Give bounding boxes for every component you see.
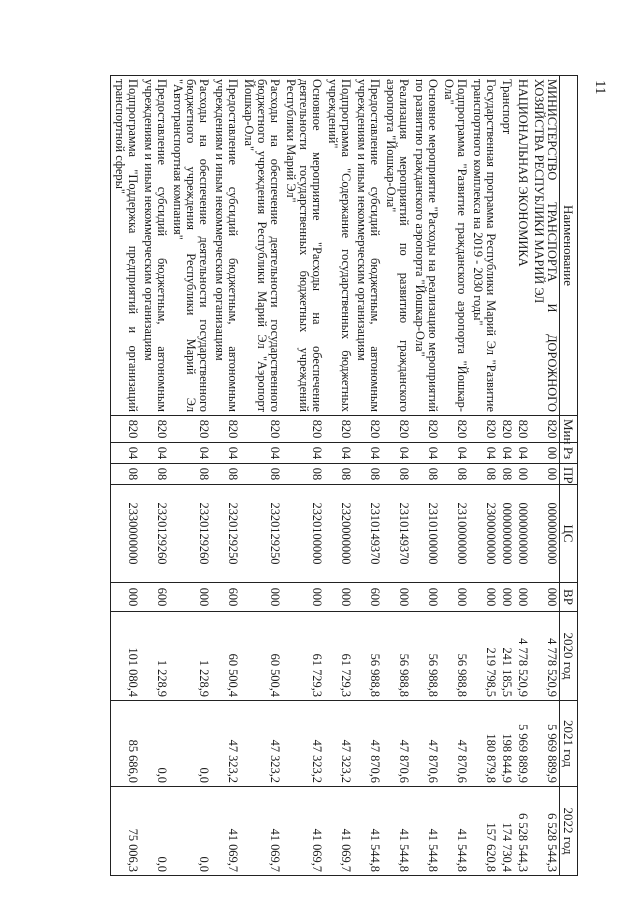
cell-y2020: 61 729,3 xyxy=(324,612,353,701)
cell-vr: 000 xyxy=(111,583,141,612)
cell-rz: 04 xyxy=(469,443,498,464)
cell-rz: 04 xyxy=(353,443,382,464)
cell-name: Предоставление субсидий бюджетным, автономным учреждениям и иным некоммерческим организациям xyxy=(140,76,169,416)
cell-name: Основное мероприятие "Расходы на обеспечение деятельности государственных бюджетных учреждений Республики Марий Эл" xyxy=(282,76,324,416)
cell-vr: 600 xyxy=(353,583,382,612)
table-row xyxy=(240,76,282,876)
cell-cs: 2310149370 xyxy=(382,485,411,583)
cell-y2022: 0,0 xyxy=(140,787,169,876)
cell-y2022: 41 544,8 xyxy=(411,787,440,876)
cell-y2022: 41 544,8 xyxy=(353,787,382,876)
cell-rz: 04 xyxy=(211,443,240,464)
cell-y2022: 75 006,3 xyxy=(111,787,141,876)
cell-y2021: 85 686,0 xyxy=(111,701,141,787)
cell-vr: 000 xyxy=(411,583,440,612)
cell-min: 820 xyxy=(353,416,382,443)
table-row xyxy=(382,76,411,876)
cell-y2022: 6 528 544,3 xyxy=(514,787,530,876)
cell-cs: 2310000000 xyxy=(440,485,469,583)
cell-y2021: 47 323,2 xyxy=(282,701,324,787)
cell-pr: 08 xyxy=(469,464,498,485)
cell-name: Расходы на обеспечение деятельности государственного бюджетного учреждения Республики Марий Эл "Автотранспортная компания" xyxy=(169,76,211,416)
cell-rz: 00 xyxy=(530,443,560,464)
cell-min: 820 xyxy=(498,416,514,443)
header-vr: ВР xyxy=(560,583,578,612)
table-row xyxy=(111,76,141,876)
rotated-table-container xyxy=(110,75,578,875)
table-row xyxy=(140,76,169,876)
cell-name: Расходы на обеспечение деятельности государственного бюджетного учреждения Республики Марий Эл "Аэропорт Йошкар-Ола" xyxy=(240,76,282,416)
cell-vr: 000 xyxy=(382,583,411,612)
cell-rz: 04 xyxy=(411,443,440,464)
cell-pr: 08 xyxy=(382,464,411,485)
table-row xyxy=(440,76,469,876)
header-cs: ЦС xyxy=(560,485,578,583)
cell-min: 820 xyxy=(469,416,498,443)
cell-name: Реализация мероприятий по развитию гражданского аэропорта "Йошкар-Ола" xyxy=(382,76,411,416)
cell-vr: 000 xyxy=(498,583,514,612)
page-number: 11 xyxy=(592,80,608,95)
cell-y2020: 241 185,5 xyxy=(498,612,514,701)
cell-rz: 04 xyxy=(382,443,411,464)
cell-y2021: 0,0 xyxy=(140,701,169,787)
cell-pr: 08 xyxy=(353,464,382,485)
cell-cs: 2330000000 xyxy=(111,485,141,583)
cell-name: МИНИСТЕРСТВО ТРАНСПОРТА И ДОРОЖНОГО ХОЗЯЙСТВА РЕСПУБЛИКИ МАРИЙ ЭЛ xyxy=(530,76,560,416)
cell-name: Подпрограмма "Развитие гражданского аэропорта "Йошкар-Ола" xyxy=(440,76,469,416)
cell-rz: 04 xyxy=(111,443,141,464)
cell-cs: 2300000000 xyxy=(469,485,498,583)
header-pr: ПР xyxy=(560,464,578,485)
cell-rz: 04 xyxy=(324,443,353,464)
cell-min: 820 xyxy=(111,416,141,443)
header-rz: Рз xyxy=(560,443,578,464)
table-row xyxy=(498,76,514,876)
cell-y2022: 41 069,7 xyxy=(282,787,324,876)
cell-y2021: 47 323,2 xyxy=(324,701,353,787)
cell-vr: 600 xyxy=(140,583,169,612)
cell-rz: 04 xyxy=(169,443,211,464)
cell-y2020: 1 228,9 xyxy=(140,612,169,701)
header-2020: 2020 год xyxy=(560,612,578,701)
cell-cs: 2320129250 xyxy=(211,485,240,583)
cell-y2020: 60 500,4 xyxy=(240,612,282,701)
cell-y2022: 41 069,7 xyxy=(211,787,240,876)
cell-vr: 000 xyxy=(169,583,211,612)
cell-min: 820 xyxy=(240,416,282,443)
cell-rz: 04 xyxy=(498,443,514,464)
cell-pr: 08 xyxy=(240,464,282,485)
cell-min: 820 xyxy=(169,416,211,443)
cell-y2021: 5 969 889,9 xyxy=(530,701,560,787)
cell-y2021: 47 870,6 xyxy=(353,701,382,787)
cell-pr: 08 xyxy=(111,464,141,485)
cell-rz: 04 xyxy=(440,443,469,464)
cell-vr: 000 xyxy=(514,583,530,612)
cell-y2021: 47 870,6 xyxy=(411,701,440,787)
header-2021: 2021 год xyxy=(560,701,578,787)
table-header-row xyxy=(560,76,578,876)
cell-name: Подпрограмма "Поддержка предприятий и организаций транспортной сферы" xyxy=(111,76,141,416)
cell-cs: 0000000000 xyxy=(514,485,530,583)
cell-pr: 00 xyxy=(530,464,560,485)
cell-name: Государственная программа Республики Марий Эл "Развитие транспортного комплекса на 2019 - 2030 годы" xyxy=(469,76,498,416)
cell-y2021: 47 870,6 xyxy=(382,701,411,787)
table-body xyxy=(111,76,560,876)
cell-pr: 08 xyxy=(211,464,240,485)
cell-vr: 000 xyxy=(282,583,324,612)
cell-min: 820 xyxy=(211,416,240,443)
cell-pr: 08 xyxy=(411,464,440,485)
cell-y2021: 47 323,2 xyxy=(211,701,240,787)
cell-y2020: 4 778 520,9 xyxy=(530,612,560,701)
cell-name: НАЦИОНАЛЬНАЯ ЭКОНОМИКА xyxy=(514,76,530,416)
cell-cs: 0000000000 xyxy=(530,485,560,583)
cell-y2022: 0,0 xyxy=(169,787,211,876)
cell-y2021: 198 844,9 xyxy=(498,701,514,787)
cell-cs: 2320129260 xyxy=(140,485,169,583)
cell-min: 820 xyxy=(530,416,560,443)
table-row xyxy=(324,76,353,876)
cell-vr: 000 xyxy=(530,583,560,612)
table-row xyxy=(282,76,324,876)
cell-y2022: 41 069,7 xyxy=(240,787,282,876)
table-row xyxy=(514,76,530,876)
cell-cs: 2310100000 xyxy=(411,485,440,583)
cell-y2020: 56 988,8 xyxy=(353,612,382,701)
cell-y2020: 56 988,8 xyxy=(440,612,469,701)
cell-y2020: 101 080,4 xyxy=(111,612,141,701)
cell-cs: 0000000000 xyxy=(498,485,514,583)
table-row xyxy=(211,76,240,876)
header-2022: 2022 год xyxy=(560,787,578,876)
cell-y2022: 41 544,8 xyxy=(382,787,411,876)
cell-rz: 04 xyxy=(282,443,324,464)
cell-cs: 2320129250 xyxy=(240,485,282,583)
cell-y2022: 41 069,7 xyxy=(324,787,353,876)
cell-y2020: 56 988,8 xyxy=(411,612,440,701)
cell-vr: 000 xyxy=(324,583,353,612)
cell-y2020: 1 228,9 xyxy=(169,612,211,701)
cell-y2021: 47 323,2 xyxy=(240,701,282,787)
cell-min: 820 xyxy=(411,416,440,443)
cell-min: 820 xyxy=(324,416,353,443)
cell-pr: 08 xyxy=(282,464,324,485)
cell-y2021: 180 879,8 xyxy=(469,701,498,787)
cell-rz: 04 xyxy=(240,443,282,464)
cell-min: 820 xyxy=(382,416,411,443)
cell-pr: 08 xyxy=(498,464,514,485)
cell-pr: 08 xyxy=(140,464,169,485)
budget-table xyxy=(110,75,578,876)
cell-vr: 000 xyxy=(440,583,469,612)
cell-name: Предоставление субсидий бюджетным, автономным учреждениям и иным некоммерческим организациям xyxy=(211,76,240,416)
cell-min: 820 xyxy=(282,416,324,443)
header-name: Наименование xyxy=(560,76,578,416)
cell-y2022: 157 620,8 xyxy=(469,787,498,876)
cell-y2022: 6 528 544,3 xyxy=(530,787,560,876)
cell-rz: 04 xyxy=(514,443,530,464)
cell-pr: 00 xyxy=(514,464,530,485)
cell-min: 820 xyxy=(440,416,469,443)
cell-cs: 2320129260 xyxy=(169,485,211,583)
cell-y2021: 47 870,6 xyxy=(440,701,469,787)
cell-y2022: 174 730,4 xyxy=(498,787,514,876)
cell-cs: 2310149370 xyxy=(353,485,382,583)
cell-y2020: 219 798,5 xyxy=(469,612,498,701)
table-row xyxy=(353,76,382,876)
cell-min: 820 xyxy=(140,416,169,443)
table-row xyxy=(169,76,211,876)
table-row xyxy=(469,76,498,876)
cell-cs: 2320100000 xyxy=(282,485,324,583)
cell-y2021: 5 969 889,9 xyxy=(514,701,530,787)
cell-y2020: 56 988,8 xyxy=(382,612,411,701)
cell-pr: 08 xyxy=(324,464,353,485)
cell-vr: 000 xyxy=(240,583,282,612)
cell-name: Подпрограмма "Содержание государственных бюджетных учреждений" xyxy=(324,76,353,416)
cell-vr: 000 xyxy=(469,583,498,612)
cell-name: Предоставление субсидий бюджетным, автономным учреждениям и иным некоммерческим организациям xyxy=(353,76,382,416)
cell-pr: 08 xyxy=(440,464,469,485)
cell-name: Транспорт xyxy=(498,76,514,416)
cell-rz: 04 xyxy=(140,443,169,464)
cell-y2020: 4 778 520,9 xyxy=(514,612,530,701)
cell-y2021: 0,0 xyxy=(169,701,211,787)
cell-min: 820 xyxy=(514,416,530,443)
cell-pr: 08 xyxy=(169,464,211,485)
table-row xyxy=(530,76,560,876)
table-row xyxy=(411,76,440,876)
header-min: Мин xyxy=(560,416,578,443)
cell-y2022: 41 544,8 xyxy=(440,787,469,876)
cell-vr: 600 xyxy=(211,583,240,612)
cell-cs: 2320000000 xyxy=(324,485,353,583)
cell-name: Основное мероприятие "Расходы на реализацию мероприятий по развитию гражданского аэропорта "Йошкар-Ола" xyxy=(411,76,440,416)
cell-y2020: 60 500,4 xyxy=(211,612,240,701)
cell-y2020: 61 729,3 xyxy=(282,612,324,701)
